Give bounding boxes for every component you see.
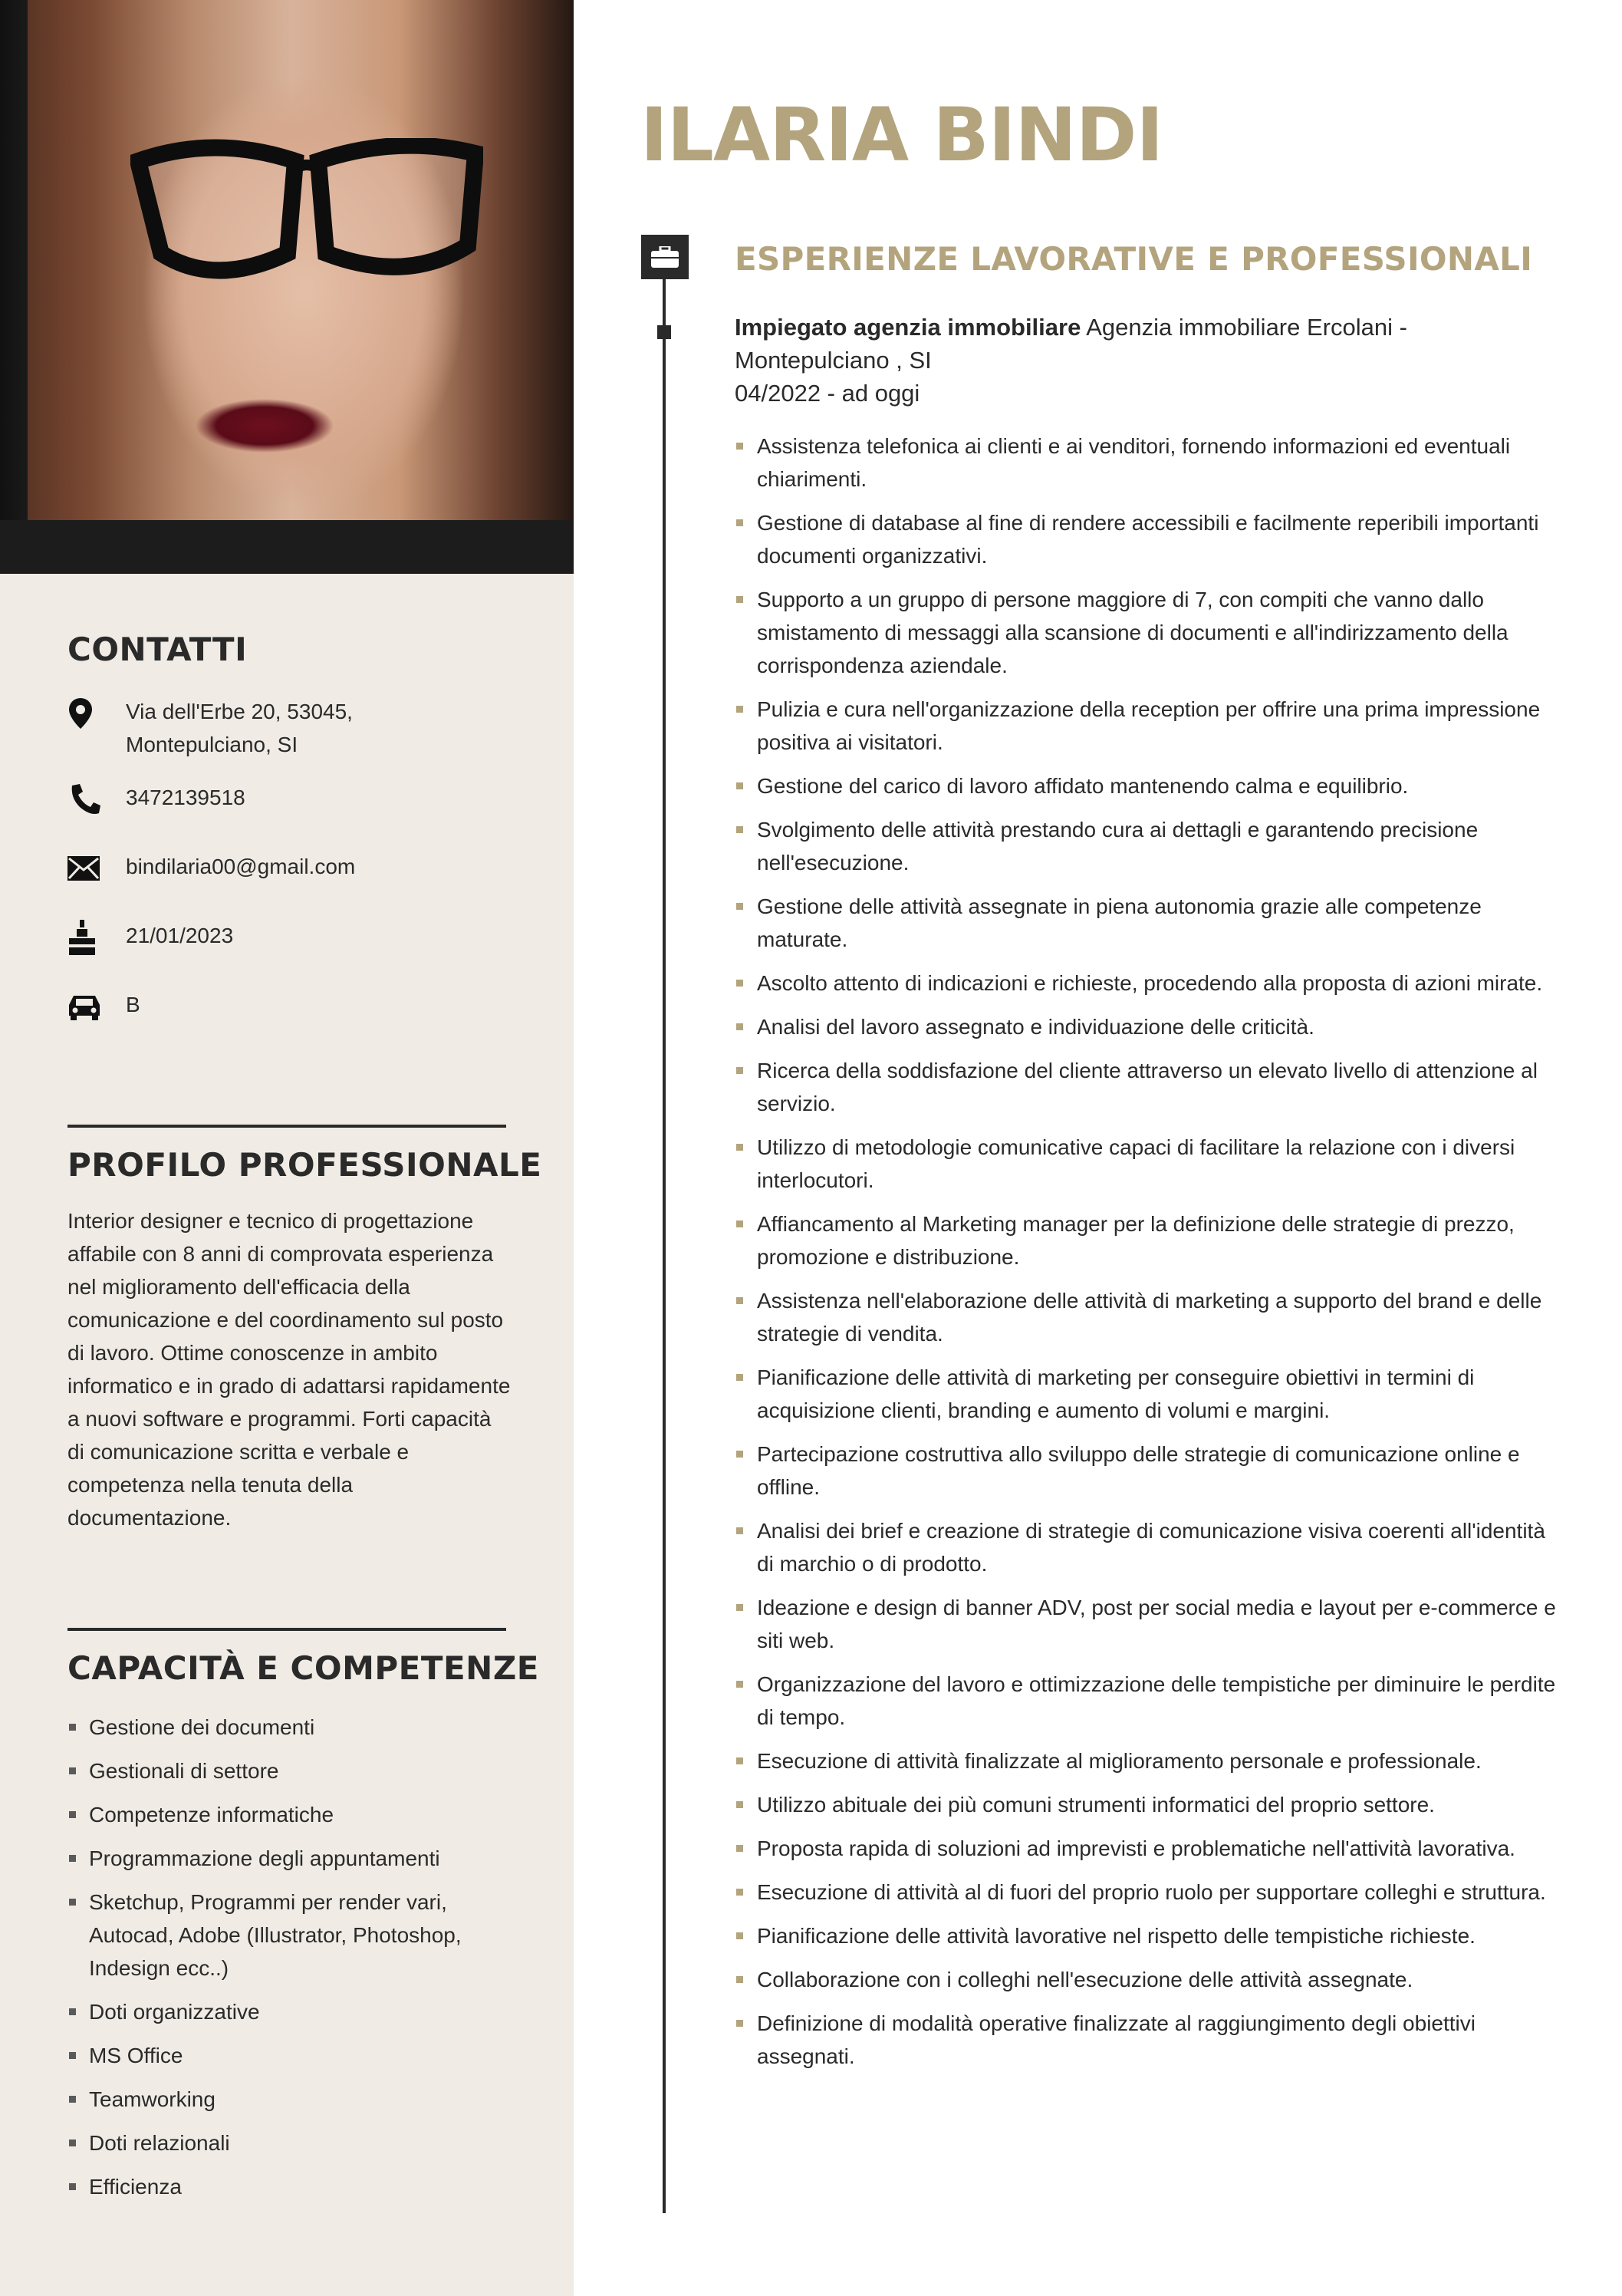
contact-birthdate <box>67 919 497 956</box>
skill-item: Programmazione degli appuntamenti <box>67 1842 512 1875</box>
job-header <box>735 311 1563 410</box>
contact-email <box>67 850 497 887</box>
cake-icon <box>67 919 104 956</box>
duty-item: Pianificazione delle attività di marketing per conseguire obiettivi in termini di acquisizione clienti, branding e aumento di volumi e margini. <box>735 1361 1563 1427</box>
photo-shirt <box>0 520 574 574</box>
map-pin-icon <box>67 695 104 732</box>
photo-glasses <box>130 138 483 284</box>
skill-item: Doti organizzative <box>67 1995 512 2028</box>
photo-face <box>28 0 574 574</box>
email-address: bindilaria00@gmail.com <box>126 855 356 878</box>
profile-text: Interior designer e tecnico di progettazione affabile con 8 anni di comprovata esperienza nel miglioramento dell'efficacia della comunicazione e del coordinamento sul posto di lavoro. Ottime conoscenze in ambito informatico e in grado di adattarsi rapidamente a nuovi software e programmi. Forti capacità di comunicazione scritta e verbale e competenza nella tenuta della documentazione. <box>67 1209 511 1530</box>
skill-item: Doti relazionali <box>67 2126 512 2159</box>
duty-item: Utilizzo di metodologie comunicative capaci di facilitare la relazione con i diversi interlocutori. <box>735 1131 1563 1197</box>
skill-item: Gestione dei documenti <box>67 1711 512 1744</box>
job-period: 04/2022 - ad oggi <box>735 380 920 407</box>
duty-item: Supporto a un gruppo di persone maggiore di 7, con compiti che vanno dallo smistamento di messaggi alla scansione di documenti e all'indirizzamento della corrispondenza aziendale. <box>735 583 1563 682</box>
profile-divider <box>67 1125 506 1128</box>
candidate-name: ILARIA BINDI <box>640 92 1163 178</box>
duty-item: Gestione del carico di lavoro affidato mantenendo calma e equilibrio. <box>735 769 1563 802</box>
duty-item: Analisi del lavoro assegnato e individuazione delle criticità. <box>735 1010 1563 1043</box>
duty-item: Svolgimento delle attività prestando cura ai dettagli e garantendo precisione nell'esecuzione. <box>735 813 1563 879</box>
duty-item: Ideazione e design di banner ADV, post per social media e layout per e-commerce e siti web. <box>735 1591 1563 1657</box>
skill-item: Gestionali di settore <box>67 1754 512 1787</box>
duty-item: Gestione di database al fine di rendere accessibili e facilmente reperibili importanti documenti organizzativi. <box>735 506 1563 572</box>
skill-item: Teamworking <box>67 2083 512 2116</box>
duties-list <box>735 430 1563 2084</box>
duty-item: Ricerca della soddisfazione del cliente attraverso un elevato livello di attenzione al servizio. <box>735 1054 1563 1120</box>
driving-license: B <box>126 993 140 1016</box>
phone-number: 3472139518 <box>126 786 245 809</box>
contacts-title: CONTATTI <box>67 631 248 668</box>
contact-license <box>67 988 497 1025</box>
car-icon <box>67 988 104 1025</box>
experience-title: ESPERIENZE LAVORATIVE E PROFESSIONALI <box>735 240 1533 278</box>
duty-item: Definizione di modalità operative finalizzate al raggiungimento degli obiettivi assegnati. <box>735 2007 1563 2073</box>
duty-item: Pianificazione delle attività lavorative nel rispetto delle tempistiche richieste. <box>735 1919 1563 1952</box>
job-location: Montepulciano , SI <box>735 347 932 374</box>
duty-item: Assistenza telefonica ai clienti e ai venditori, fornendo informazioni ed eventuali chiarimenti. <box>735 430 1563 496</box>
envelope-icon <box>67 850 104 887</box>
address-line2: Montepulciano, SI <box>126 733 298 756</box>
duty-item: Analisi dei brief e creazione di strategie di comunicazione visiva coerenti all'identità di marchio o di prodotto. <box>735 1514 1563 1580</box>
timeline-line <box>663 276 666 2213</box>
address-line1: Via dell'Erbe 20, 53045, <box>126 700 353 723</box>
duty-item: Utilizzo abituale dei più comuni strumenti informatici del proprio settore. <box>735 1788 1563 1821</box>
duty-item: Partecipazione costruttiva allo sviluppo delle strategie di comunicazione online e offline. <box>735 1438 1563 1504</box>
skill-item: MS Office <box>67 2039 512 2072</box>
skill-item: Competenze informatiche <box>67 1798 512 1831</box>
contact-phone <box>67 781 497 818</box>
contact-address <box>67 695 497 761</box>
briefcase-icon <box>641 235 689 279</box>
duty-item: Esecuzione di attività finalizzate al miglioramento personale e professionale. <box>735 1744 1563 1777</box>
duty-item: Pulizia e cura nell'organizzazione della reception per offrire una prima impressione positiva ai visitatori. <box>735 693 1563 759</box>
job-company: Agenzia immobiliare Ercolani - <box>1081 314 1407 341</box>
profile-title: PROFILO PROFESSIONALE <box>67 1146 542 1184</box>
duty-item: Assistenza nell'elaborazione delle attività di marketing a supporto del brand e delle strategie di vendita. <box>735 1284 1563 1350</box>
sidebar <box>0 0 574 2296</box>
job-role: Impiegato agenzia immobiliare <box>735 314 1081 341</box>
profile-photo <box>0 0 574 574</box>
duty-item: Ascolto attento di indicazioni e richieste, procedendo alla proposta di azioni mirate. <box>735 967 1563 1000</box>
skills-title: CAPACITÀ E COMPETENZE <box>67 1649 539 1687</box>
duty-item: Proposta rapida di soluzioni ad imprevisti e problematiche nell'attività lavorativa. <box>735 1832 1563 1865</box>
birthdate: 21/01/2023 <box>126 924 234 947</box>
skills-list <box>67 1711 512 2214</box>
skills-divider <box>67 1628 506 1631</box>
duty-item: Gestione delle attività assegnate in piena autonomia grazie alle competenze maturate. <box>735 890 1563 956</box>
skill-item: Sketchup, Programmi per render vari, Autocad, Adobe (Illustrator, Photoshop, Indesign ecc..) <box>67 1886 512 1985</box>
photo-lips <box>196 399 334 453</box>
duty-item: Affiancamento al Marketing manager per la definizione delle strategie di prezzo, promozione e distribuzione. <box>735 1207 1563 1273</box>
phone-icon <box>67 781 104 818</box>
duty-item: Collaborazione con i colleghi nell'esecuzione delle attività assegnate. <box>735 1963 1563 1996</box>
skill-item: Efficienza <box>67 2170 512 2203</box>
duty-item: Esecuzione di attività al di fuori del proprio ruolo per supportare colleghi e struttura. <box>735 1876 1563 1909</box>
timeline-marker <box>657 325 671 339</box>
duty-item: Organizzazione del lavoro e ottimizzazione delle tempistiche per diminuire le perdite di tempo. <box>735 1668 1563 1734</box>
